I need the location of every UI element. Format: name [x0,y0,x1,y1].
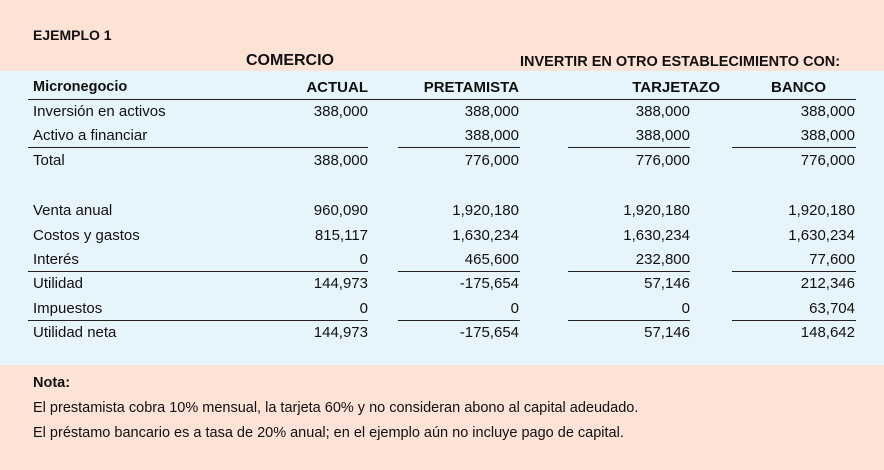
column-header-tarjetazo: TARJETAZO [632,79,720,96]
subtotal-rule [28,147,368,148]
cell-banco: 63,704 [809,300,855,317]
table-row [0,321,884,345]
cell-actual: 388,000 [313,103,368,120]
cell-tarjetazo: 776,000 [635,152,690,169]
row-label: Costos y gastos [33,227,140,244]
cell-tarjetazo: 1,920,180 [623,202,690,219]
note-line: El prestamista cobra 10% mensual, la tarjeta 60% y no consideran abono al capital adeudado. [33,400,639,416]
cell-tarjetazo: 232,800 [635,251,690,268]
note-title: Nota: [33,375,71,391]
cell-tarjetazo: 388,000 [635,127,690,144]
column-header-actual: ACTUAL [306,79,368,96]
row-label: Inversión en activos [33,103,166,120]
column-header-micronegocio: Micronegocio [33,79,128,95]
cell-actual: 144,973 [313,275,368,292]
row-label: Utilidad [33,275,84,292]
cell-banco: 1,630,234 [788,227,855,244]
cell-actual: 960,090 [313,202,368,219]
cell-actual: 0 [359,300,368,317]
cell-banco: 388,000 [800,103,855,120]
cell-pretamista: 1,920,180 [452,202,519,219]
cell-banco: 776,000 [800,152,855,169]
row-label: Utilidad neta [33,324,117,341]
subtotal-rule [568,147,690,148]
note-line: El préstamo bancario es a tasa de 20% anual; en el ejemplo aún no incluye pago de capital. [33,425,624,441]
cell-actual: 0 [359,251,368,268]
cell-actual: 815,117 [314,227,368,244]
cell-pretamista: 388,000 [464,127,519,144]
subtotal-rule [732,147,856,148]
table-row [0,124,884,148]
example-title: EJEMPLO 1 [33,27,112,43]
cell-tarjetazo: 388,000 [635,103,690,120]
cell-tarjetazo: 57,146 [644,324,690,341]
table-row [0,272,884,296]
cell-banco: 212,346 [800,275,855,292]
group-header-otro-establecimiento: INVERTIR EN OTRO ESTABLECIMIENTO CON: [520,54,841,70]
cell-banco: 77,600 [809,251,855,268]
cell-banco: 388,000 [800,127,855,144]
cell-actual: 144,973 [313,324,368,341]
cell-pretamista: 776,000 [464,152,519,169]
table-row [0,297,884,321]
cell-tarjetazo: 1,630,234 [623,227,690,244]
column-header-pretamista: PRETAMISTA [423,79,519,96]
table-header-row [0,76,884,100]
cell-tarjetazo: 57,146 [644,275,690,292]
cell-pretamista: 1,630,234 [452,227,519,244]
cell-pretamista: 465,600 [464,251,519,268]
table-row [0,199,884,223]
cell-pretamista: 0 [510,300,519,317]
table-row [0,100,884,124]
group-header-comercio: COMERCIO [246,52,334,69]
row-label: Activo a financiar [33,127,148,144]
cell-actual: 388,000 [313,152,368,169]
table-row [0,149,884,173]
row-label: Venta anual [33,202,113,219]
cell-tarjetazo: 0 [681,300,690,317]
column-header-banco: BANCO [771,79,826,96]
subtotal-rule [398,147,520,148]
row-label: Total [33,152,65,169]
cell-banco: 1,920,180 [788,202,855,219]
cell-pretamista: 388,000 [464,103,519,120]
row-label: Impuestos [33,300,103,317]
cell-banco: 148,642 [800,324,855,341]
cell-pretamista: -175,654 [459,324,519,341]
cell-pretamista: -175,654 [459,275,519,292]
row-label: Interés [33,251,79,268]
table-row [0,224,884,248]
table-row [0,248,884,272]
